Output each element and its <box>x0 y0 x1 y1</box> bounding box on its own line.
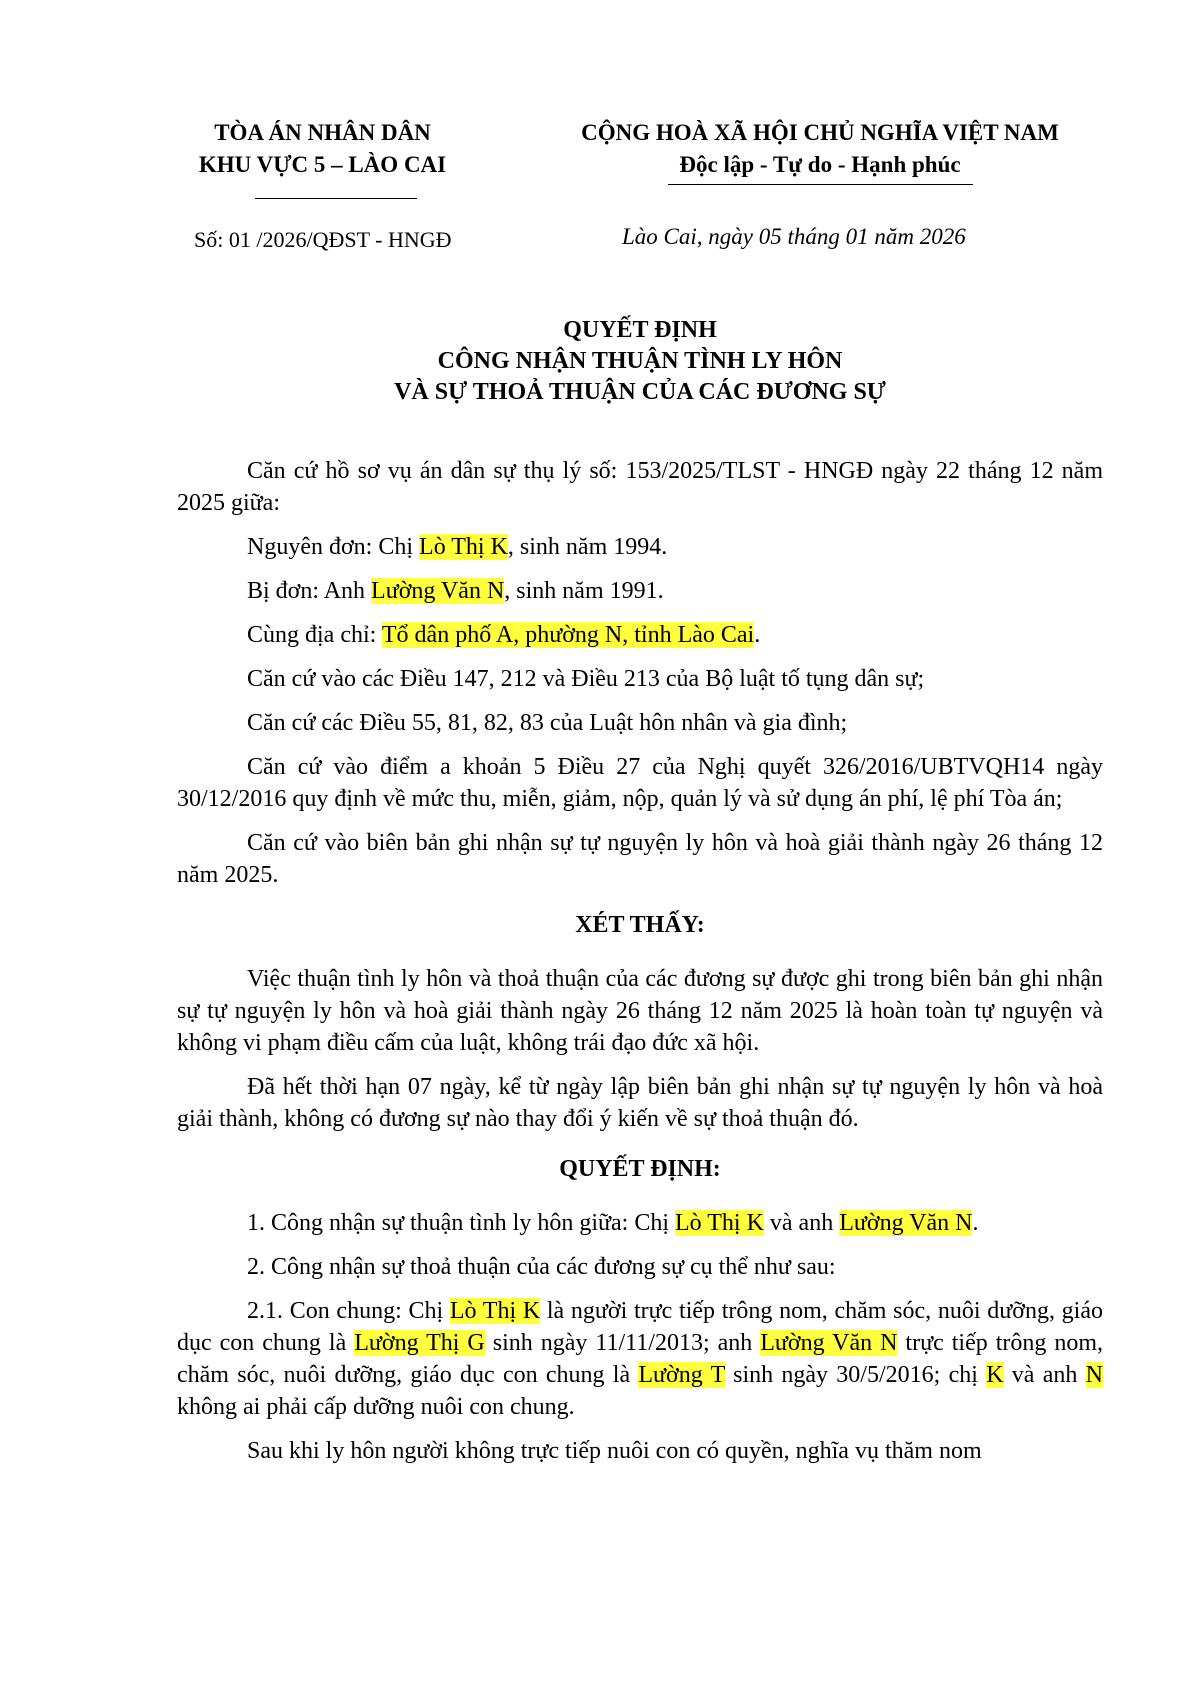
mother-short-name: K <box>986 1362 1004 1388</box>
defendant-birth: , sinh năm 1991. <box>504 578 664 604</box>
child-1-name: Lường Thị G <box>354 1330 485 1356</box>
custody-text-b: là người trực tiếp trông nom, chăm sóc, nuôi dưỡng, giáo dục con chung là <box>177 1298 1103 1356</box>
document-number: Số: 01 /2026/QĐST - HNGĐ <box>194 227 452 252</box>
address-line <box>177 619 1103 651</box>
custody-text-d: trực tiếp trông nom, chăm sóc, nuôi dưỡng, giáo dục con chung là <box>177 1330 1104 1388</box>
court-header <box>170 117 475 181</box>
address-label: Cùng địa chỉ: <box>247 622 382 648</box>
address-period: . <box>754 622 761 648</box>
decision-1-period: . <box>972 1210 979 1236</box>
address-value: Tổ dân phố A, phường N, tỉnh Lào Cai <box>381 622 755 648</box>
defendant-label: Bị đơn: Anh <box>247 578 372 604</box>
defendant-line <box>177 575 1103 607</box>
country-name: CỘNG HOÀ XÃ HỘI CHỦ NGHĨA VIỆT NAM <box>581 120 1059 145</box>
father-short-name: N <box>1085 1362 1103 1388</box>
court-name: TÒA ÁN NHÂN DÂN <box>214 120 431 145</box>
plaintiff-name: Lò Thị K <box>419 534 508 560</box>
decision-1-wife-name: Lò Thị K <box>675 1210 764 1236</box>
decision-item-1 <box>177 1207 1103 1239</box>
finding-paragraph-1: Việc thuận tình ly hôn và thoả thuận của các đương sự được ghi trong biên bản ghi nhận sự tự nguyện ly hôn và hoà giải thành ngày 26 tháng 12 năm 2025 là hoàn toàn tự nguyện và không vi phạm điều cấm của luật, không trái đạo đức xã hội. <box>177 966 1103 1056</box>
decision-item-2-1 <box>177 1295 1103 1423</box>
title-line-2: CÔNG NHẬN THUẬN TÌNH LY HÔN <box>437 348 843 374</box>
decision-heading: QUYẾT ĐỊNH: <box>559 1156 721 1182</box>
custody-text-e: sinh ngày 30/5/2016; chị <box>724 1362 987 1388</box>
document-date: Lào Cai, ngày 05 tháng 01 năm 2026 <box>622 224 966 249</box>
motto-underline <box>668 184 973 185</box>
legal-basis-family-law: Căn cứ các Điều 55, 81, 82, 83 của Luật hôn nhân và gia đình; <box>247 710 848 736</box>
legal-basis-minutes: Căn cứ vào biên bản ghi nhận sự tự nguyện ly hôn và hoà giải thành ngày 26 tháng 12 năm 2025. <box>177 830 1103 888</box>
plaintiff-birth: , sinh năm 1994. <box>507 534 668 560</box>
decision-1-text: 1. Công nhận sự thuận tình ly hôn giữa: Chị <box>247 1210 676 1236</box>
title-line-1: QUYẾT ĐỊNH <box>563 317 717 343</box>
finding-paragraph-2: Đã hết thời hạn 07 ngày, kể từ ngày lập biên bản ghi nhận sự tự nguyện ly hôn và hoà giải thành, không có đương sự nào thay đổi ý kiến về sự thoả thuận đó. <box>177 1074 1103 1132</box>
court-header-underline <box>255 198 417 199</box>
document-title <box>140 315 1140 408</box>
case-file-paragraph: Căn cứ hồ sơ vụ án dân sự thụ lý số: 153/2025/TLST - HNGĐ ngày 22 tháng 12 năm 2025 giữa: <box>177 458 1103 516</box>
title-line-3: VÀ SỰ THOẢ THUẬN CỦA CÁC ĐƯƠNG SỰ <box>394 379 886 405</box>
plaintiff-line <box>177 531 1103 563</box>
legal-basis-court-fees: Căn cứ vào điểm a khoản 5 Điều 27 của Nghị quyết 326/2016/UBTVQH14 ngày 30/12/2016 quy định về mức thu, miễn, giảm, nộp, quản lý và sử dụng án phí, lệ phí Tòa án; <box>177 754 1103 812</box>
national-motto <box>530 117 1110 181</box>
court-region: KHU VỰC 5 – LÀO CAI <box>198 152 447 177</box>
document-body <box>177 455 1103 1467</box>
custody-text-c: sinh ngày 11/11/2013; anh <box>484 1330 761 1356</box>
legal-basis-procedure: Căn cứ vào các Điều 147, 212 và Điều 213 của Bộ luật tố tụng dân sự; <box>247 666 925 692</box>
decision-item-2: 2. Công nhận sự thoả thuận của các đương sự cụ thể như sau: <box>247 1254 836 1280</box>
custody-text-a: 2.1. Con chung: Chị <box>247 1298 450 1324</box>
plaintiff-label: Nguyên đơn: Chị <box>247 534 420 560</box>
findings-heading: XÉT THẤY: <box>575 912 705 938</box>
custody-text-f: và anh <box>1003 1362 1086 1388</box>
custody-mother-name: Lò Thị K <box>449 1298 541 1324</box>
motto: Độc lập - Tự do - Hạnh phúc <box>679 152 961 177</box>
decision-1-husband-name: Lường Văn N <box>839 1210 973 1236</box>
decision-1-connector: và anh <box>763 1210 840 1236</box>
defendant-name: Lường Văn N <box>371 578 505 604</box>
custody-text-g: không ai phải cấp dưỡng nuôi con chung. <box>177 1394 575 1420</box>
child-2-name: Lường T <box>638 1362 725 1388</box>
visitation-paragraph: Sau khi ly hôn người không trực tiếp nuôi con có quyền, nghĩa vụ thăm nom <box>247 1438 982 1464</box>
custody-father-name: Lường Văn N <box>760 1330 898 1356</box>
